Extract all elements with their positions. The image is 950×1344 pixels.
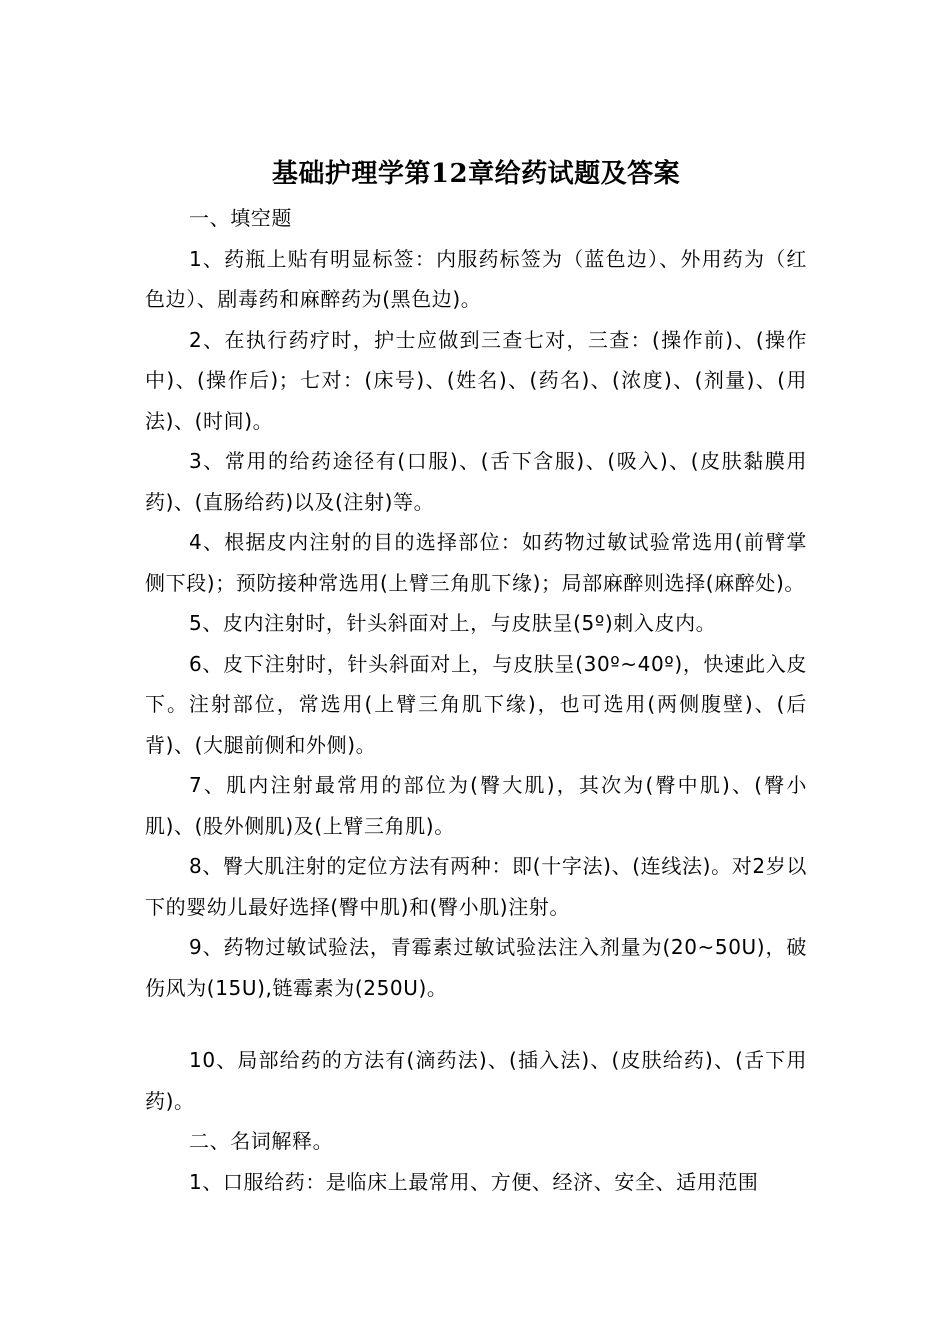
blank-line — [145, 1008, 807, 1040]
question-8: 8、臀大肌注射的定位方法有两种：即(十字法)、(连线法)。对2岁以下的婴幼儿最好选择(臀中肌)和(臀小肌)注射。 — [145, 854, 807, 919]
term-1: 1、口服给药：是临床上最常用、方便、经济、安全、适用范围 — [189, 1169, 759, 1194]
document-title: 基础护理学第12章给药试题及答案 — [271, 159, 681, 189]
question-1: 1、药瓶上贴有明显标签：内服药标签为（蓝色边）、外用药为（红色边）、剧毒药和麻醉药为(黑色边)。 — [145, 246, 807, 311]
question-7: 7、肌内注射最常用的部位为(臀大肌)，其次为(臀中肌)、(臀小肌)、(股外侧肌)及(上臂三角肌)。 — [145, 773, 807, 838]
question-2: 2、在执行药疗时，护士应做到三查七对，三查：(操作前)、(操作中)、(操作后)；七对：(床号)、(姓名)、(药名)、(浓度)、(剂量)、(用法)、(时间)。 — [145, 327, 807, 433]
section-heading-terms: 二、名词解释。 — [189, 1129, 334, 1153]
question-4: 4、根据皮内注射的目的选择部位：如药物过敏试验常选用(前臂掌侧下段)；预防接种常选用(上臂三角肌下缘)；局部麻醉则选择(麻醉处)。 — [145, 530, 807, 595]
question-5: 5、皮内注射时，针头斜面对上，与皮肤呈(5º)刺入皮内。 — [189, 611, 717, 635]
document-page — [145, 150, 807, 1202]
question-10: 10、局部给药的方法有(滴药法)、(插入法)、(皮肤给药)、(舌下用药)。 — [145, 1048, 807, 1113]
section-heading-fill-in: 一、填空题 — [189, 206, 292, 230]
question-6: 6、皮下注射时，针头斜面对上，与皮肤呈(30º~40º)，快速此入皮下。注射部位，常选用(上臂三角肌下缘)，也可选用(两侧腹壁)、(后背)、(大腿前侧和外侧)。 — [145, 651, 807, 757]
question-9: 9、药物过敏试验法，青霉素过敏试验法注入剂量为(20~50U)，破伤风为(15U),链霉素为(250U)。 — [145, 935, 807, 1000]
question-3: 3、常用的给药途径有(口服)、(舌下含服)、(吸入)、(皮肤黏膜用药)、(直肠给药)以及(注射)等。 — [145, 449, 807, 514]
